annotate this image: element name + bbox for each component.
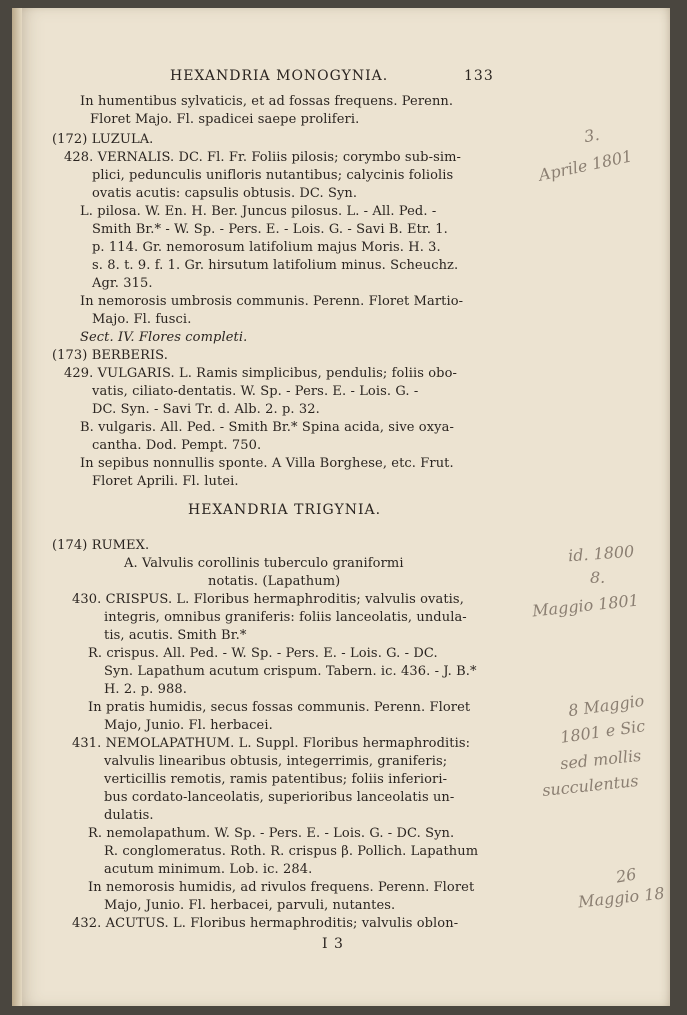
species-entry: 428. VERNALIS. DC. Fl. Fr. Foliis pilosis; corymbo sub-sim- [64,150,462,165]
text-line: In nemorosis humidis, ad rivulos frequens. Perenn. Floret [88,880,475,895]
margin-note: 1801 e Sic [559,716,647,747]
margin-note: Maggio 18 [577,883,666,912]
text-line: R. conglomeratus. Roth. R. crispus β. Pollich. Lapathum [104,844,479,859]
text-line: verticillis remotis, ramis patentibus; foliis inferiori- [104,772,448,787]
genus-heading: (174) RUMEX. [52,538,150,553]
margin-note: 8 Maggio [567,690,646,721]
margin-note: id. 1800 [567,541,635,566]
text-line: L. pilosa. W. En. H. Ber. Juncus pilosus. L. - All. Ped. - [80,204,437,219]
text-line: dulatis. [104,808,154,823]
text-line: In nemorosis umbrosis communis. Perenn. Floret Martio- [80,294,464,309]
margin-note: sed mollis [559,745,643,774]
text-line: In humentibus sylvaticis, et ad fossas frequens. Perenn. [80,94,454,109]
text-line: notatis. (Lapathum) [208,574,341,589]
text-line: Floret Aprili. Fl. lutei. [92,474,239,489]
text-line: A. Valvulis corollinis tuberculo graniformi [124,556,404,571]
text-line: ovatis acutis: capsulis obtusis. DC. Syn. [92,186,358,201]
text-line: Majo, Junio. Fl. herbacei, parvuli, nutantes. [104,898,396,913]
genus-heading: (173) BERBERIS. [52,348,168,363]
text-line: R. crispus. All. Ped. - W. Sp. - Pers. E. - Lois. G. - DC. [88,646,438,661]
running-head: HEXANDRIA MONOGYNIA. [170,68,389,84]
text-line: Smith Br.* - W. Sp. - Pers. E. - Lois. G. - Savi B. Etr. 1. [92,222,448,237]
margin-note: 26 [614,864,638,887]
text-line: Majo, Junio. Fl. herbacei. [104,718,273,733]
section-heading: Sect. IV. Flores completi. [80,330,248,345]
species-entry: 432. ACUTUS. L. Floribus hermaphroditis; valvulis oblon- [72,916,459,931]
text-line: p. 114. Gr. nemorosum latifolium majus Moris. H. 3. [92,240,441,255]
species-entry: 431. NEMOLAPATHUM. L. Suppl. Floribus hermaphroditis: [72,736,471,751]
text-line: Majo. Fl. fusci. [92,312,192,327]
text-line: cantha. Dod. Pempt. 750. [92,438,262,453]
text-line: acutum minimum. Lob. ic. 284. [104,862,313,877]
text-line: H. 2. p. 988. [104,682,187,697]
text-line: DC. Syn. - Savi Tr. d. Alb. 2. p. 32. [92,402,320,417]
text-line: s. 8. t. 9. f. 1. Gr. hirsutum latifolium minus. Scheuchz. [92,258,459,273]
text-line: bus cordato-lanceolatis, superioribus lanceolatis un- [104,790,455,805]
text-line: integris, omnibus graniferis: foliis lanceolatis, undula- [104,610,467,625]
signature-mark: I 3 [322,936,344,952]
margin-note: 8. [590,568,606,587]
text-line: Syn. Lapathum acutum crispum. Tabern. ic. 436. - J. B.* [104,664,477,679]
text-line: R. nemolapathum. W. Sp. - Pers. E. - Lois. G. - DC. Syn. [88,826,455,841]
text-line: Floret Majo. Fl. spadicei saepe proliferi. [90,112,360,127]
text-line: plici, pedunculis unifloris nutantibus; calycinis foliolis [92,168,454,183]
genus-heading: (172) LUZULA. [52,132,154,147]
text-line: B. vulgaris. All. Ped. - Smith Br.* Spina acida, sive oxya- [80,420,454,435]
margin-note: 3. [582,124,601,147]
page-number: 133 [464,68,494,84]
text-line: vatis, ciliato-dentatis. W. Sp. - Pers. E. - Lois. G. - [92,384,419,399]
margin-note: Maggio 1801 [531,590,640,621]
text-line: tis, acutis. Smith Br.* [104,628,247,643]
book-page [12,8,670,1006]
text-line: Agr. 315. [92,276,153,291]
species-entry: 430. CRISPUS. L. Floribus hermaphroditis; valvulis ovatis, [72,592,464,607]
margin-note: Aprile 1801 [537,146,634,185]
section-title: HEXANDRIA TRIGYNIA. [188,502,382,518]
text-line: In pratis humidis, secus fossas communis. Perenn. Floret [88,700,471,715]
text-line: valvulis linearibus obtusis, integerrimis, graniferis; [104,754,448,769]
species-entry: 429. VULGARIS. L. Ramis simplicibus, pendulis; foliis obo- [64,366,458,381]
margin-note: succulentus [541,771,640,800]
text-line: In sepibus nonnullis sponte. A Villa Borghese, etc. Frut. [80,456,454,471]
